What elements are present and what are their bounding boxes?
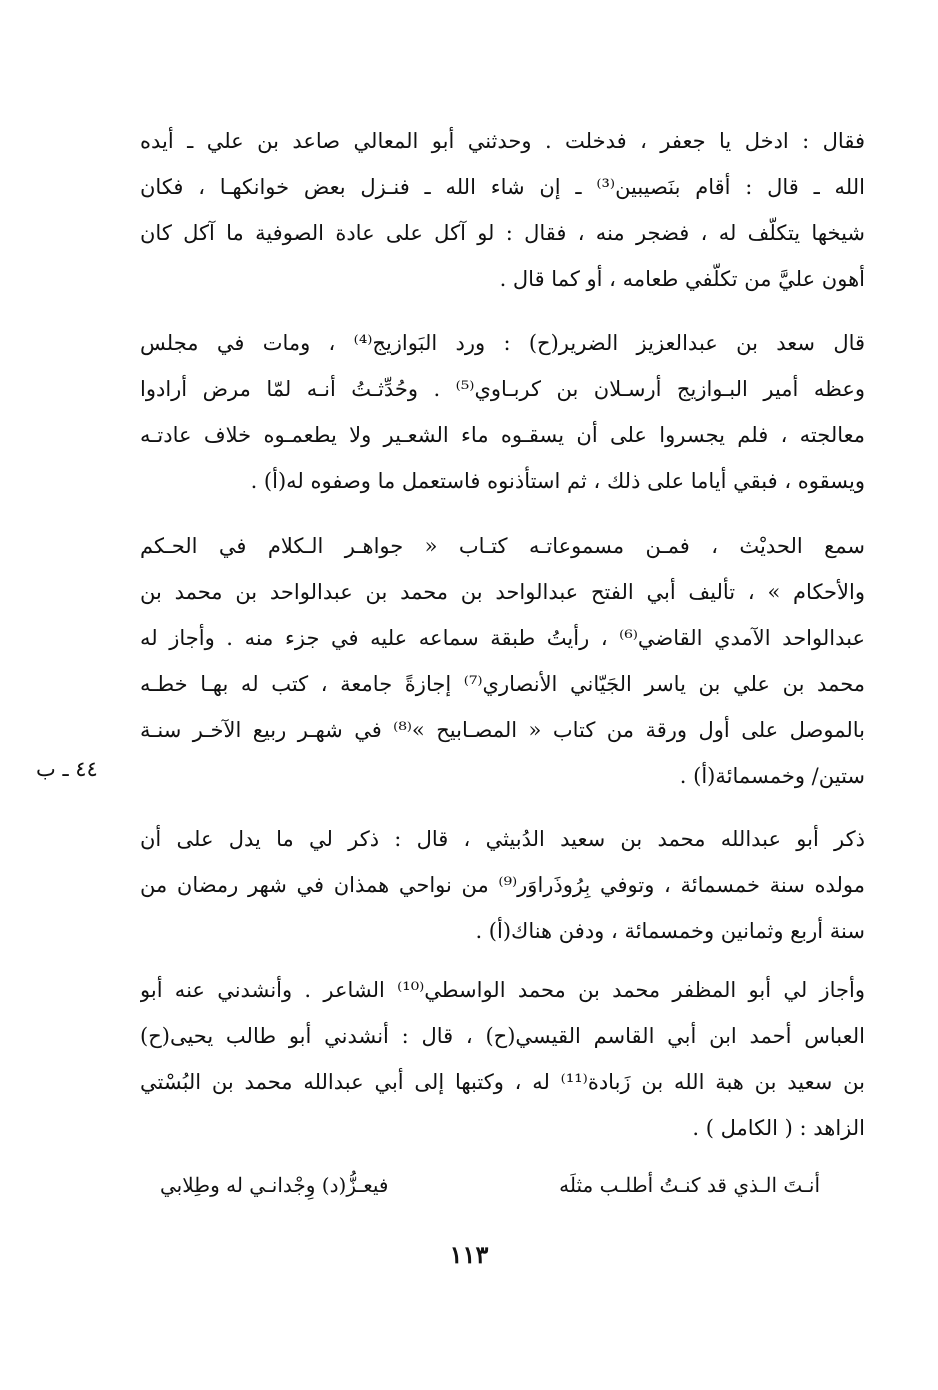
paragraph-line: وعظه أمير البـوازيج أرسـلان بن كربـاوي⁽⁵⁾ . وحُدِّثـتُ أنـه لمّا مرض أرادوا	[140, 377, 865, 401]
poem-verse	[160, 1162, 820, 1208]
paragraph-line: أهون عليَّ من تكلّفي طعامه ، أو كما قال .	[499, 267, 865, 291]
paragraph-1	[140, 118, 865, 302]
paragraph-line: سمع الحديْث ، فمـن مسموعاتـه كتـاب « جواهـر الـكلام في الحـكم	[140, 534, 865, 558]
paragraph-4	[140, 816, 865, 954]
paragraph-line: ذكر أبو عبدالله محمد بن سعيد الدُبيثي ، قال : ذكر لي ما يدل على أن	[140, 827, 865, 851]
paragraph-line: العباس أحمد ابن أبي القاسم القيسي(ح) ، قال : أنشدني أبو طالب يحيى(ح)	[140, 1024, 865, 1048]
paragraph-line: والأحكام » ، تأليف أبي الفتح عبدالواحد بن محمد بن عبدالواحد بن محمد بن	[140, 580, 865, 604]
paragraph-line: شيخها يتكلّف له ، فضجر منه ، فقال : لو آكل على عادة الصوفية ما آكل كان	[140, 221, 865, 245]
paragraph-line: معالجته ، فلم يجسروا على أن يسقـوه ماء الشعـير ولا يطعمـوه خلاف عادتـه	[140, 423, 865, 447]
paragraph-line: عبدالواحد الآمدي القاضي⁽⁶⁾ ، رأيتُ طبقة سماعه عليه في جزء منه . وأجاز له	[140, 626, 865, 650]
verse-second-hemistich: فيعـزُّ(د) وِجْدانـي له وطِلابي	[160, 1173, 389, 1197]
paragraph-line: وأجاز لي أبو المظفر محمد بن محمد الواسطي⁽¹⁰⁾ الشاعر . وأنشدني عنه أبو	[140, 978, 865, 1002]
paragraph-line: بن سعيد بن هبة الله بن زَبادة⁽¹¹⁾ له ، وكتبها إلى أبي عبدالله محمد بن البُسْتي	[140, 1070, 865, 1094]
page-number: ١١٣	[449, 1240, 489, 1269]
paragraph-3	[140, 523, 865, 799]
paragraph-line: قال سعد بن عبدالعزيز الضرير(ح) : ورد البَوازيج⁽⁴⁾ ، ومات في مجلس	[140, 331, 865, 355]
paragraph-line: بالموصل على أول ورقة من كتاب « المصـابيح »⁽⁸⁾ في شهـر ربيع الآخـر سنـة	[140, 718, 865, 742]
paragraph-line: ستين/ وخمسمائة(أ) .	[679, 764, 865, 788]
paragraph-5	[140, 967, 865, 1151]
verse-first-hemistich: أنـتَ الـذي قد كنـتُ أطلـب مثلَه	[559, 1173, 820, 1197]
paragraph-line: سنة أربع وثمانين وخمسمائة ، ودفن هناك(أ) .	[475, 919, 865, 943]
paragraph-2	[140, 320, 865, 504]
paragraph-line: فقال : ادخل يا جعفر ، فدخلت . وحدثني أبو المعالي صاعد بن علي ـ أيده	[140, 129, 865, 153]
paragraph-line: محمد بن علي بن ياسر الجَيّاني الأنصاري⁽⁷⁾ إجازةً جامعة ، كتب له بهـا خطـه	[140, 672, 865, 696]
paragraph-line: الله ـ قال : أقام بنَصيبين⁽³⁾ ـ إن شاء الله ـ فنـزل بعض خوانكهـا ، فكان	[140, 175, 865, 199]
paragraph-line: الزاهد : ( الكامل ) .	[692, 1116, 865, 1140]
paragraph-line: ويسقوه ، فبقي أياما على ذلك ، ثم استأذنوه فاستعمل ما وصفوه له(أ) .	[250, 469, 865, 493]
paragraph-line: مولده سنة خمسمائة ، وتوفي بِرُوذَراوَر⁽⁹⁾ من نواحي همذان في شهر رمضان من	[140, 873, 865, 897]
folio-margin-note: ٤٤ ـ ب	[36, 757, 98, 781]
